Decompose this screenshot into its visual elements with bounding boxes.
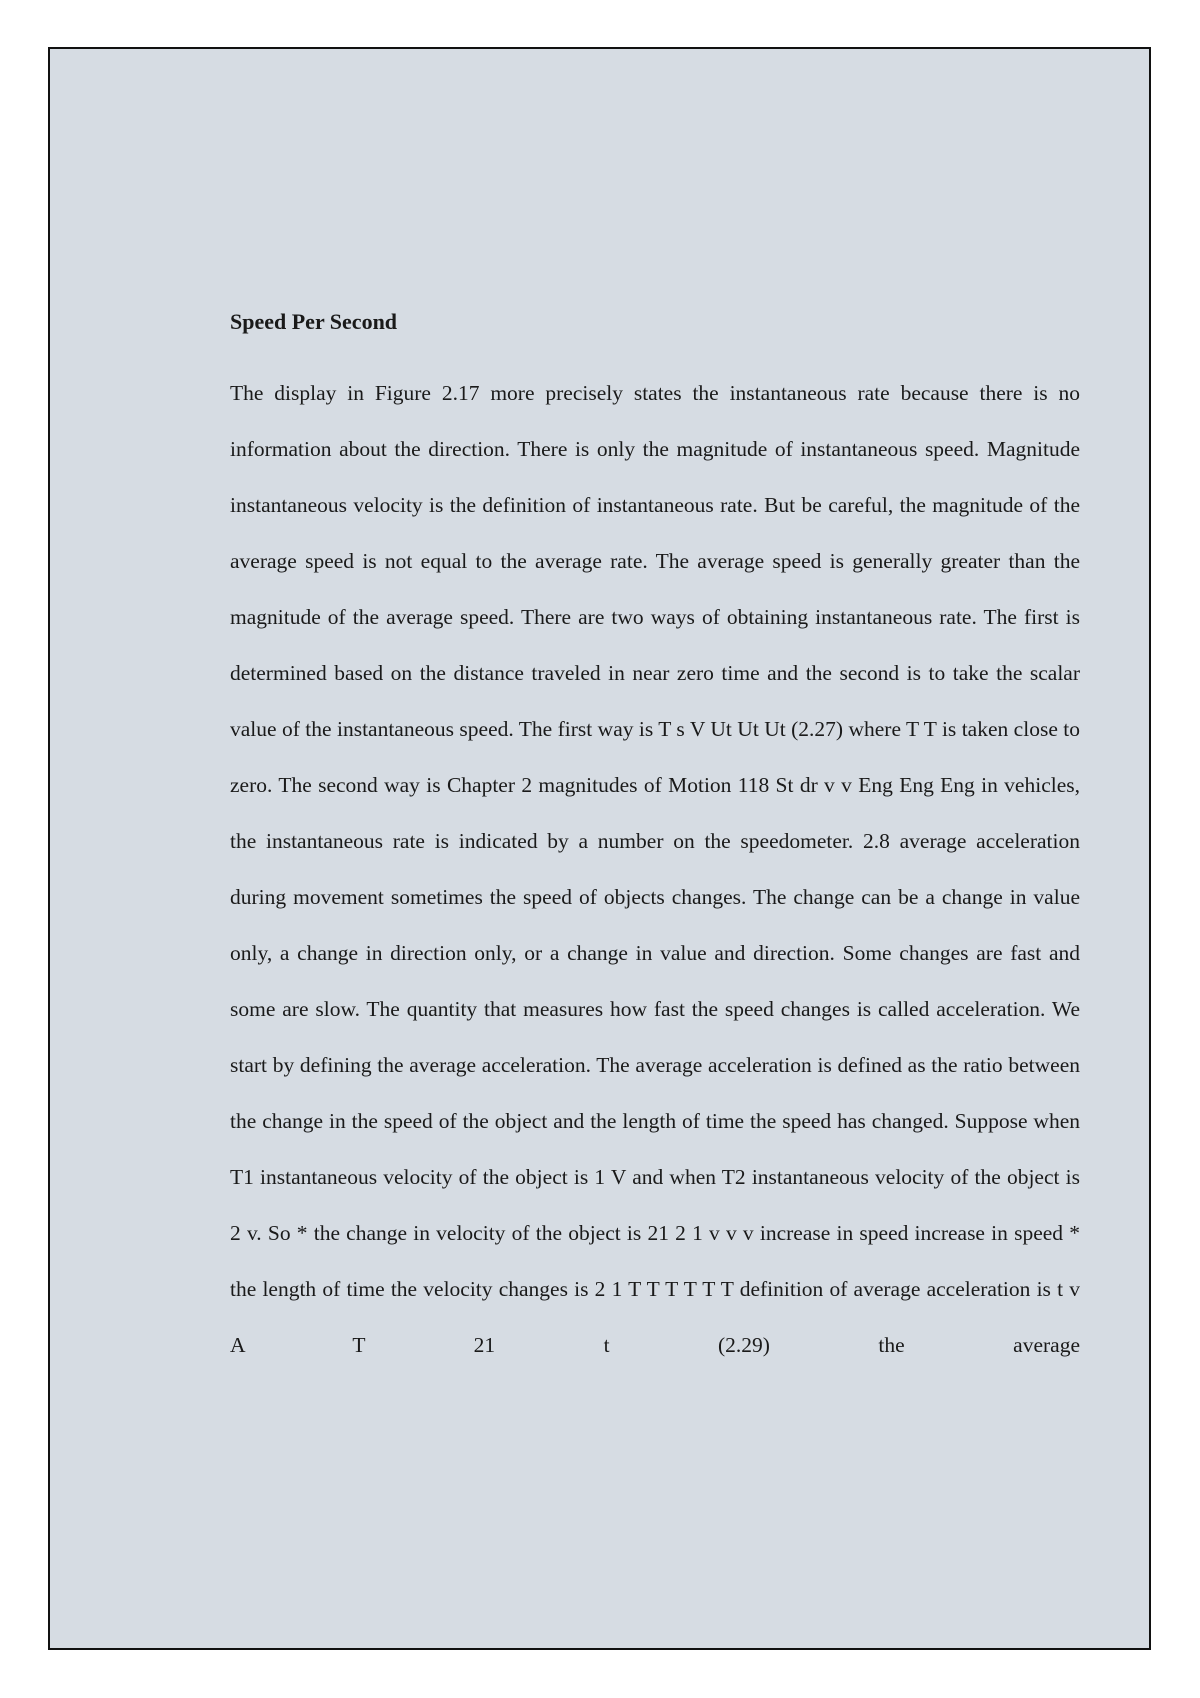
document-page	[48, 47, 1151, 1650]
section-heading: Speed Per Second	[230, 309, 398, 334]
document-content	[230, 307, 1080, 1373]
body-paragraph: The display in Figure 2.17 more precisely states the instantaneous rate because there is no information about the direction. There is only the magnitude of instantaneous speed. Magnitude instantaneous velocity is the definition of instantaneous rate. But be careful, the magnitude of the average speed is not equal to the average rate. The average speed is generally greater than the magnitude of the average speed. There are two ways of obtaining instantaneous rate. The first is determined based on the distance traveled in near zero time and the second is to take the scalar value of the instantaneous speed. The first way is T s V Ut Ut Ut (2.27) where T T is taken close to zero. The second way is Chapter 2 magnitudes of Motion 118 St dr v v Eng Eng Eng in vehicles, the instantaneous rate is indicated by a number on the speedometer. 2.8 average acceleration during movement sometimes the speed of objects changes. The change can be a change in value only, a change in direction only, or a change in value and direction. Some changes are fast and some are slow. The quantity that measures how fast the speed changes is called acceleration. We start by defining the average acceleration. The average acceleration is defined as the ratio between the change in the speed of the object and the length of time the speed has changed. Suppose when T1 instantaneous velocity of the object is 1 V and when T2 instantaneous velocity of the object is 2 v. So * the change in velocity of the object is 21 2 1 v v v increase in speed increase in speed * the length of time the velocity changes is 2 1 T T T T T T definition of average acceleration is t v A T 21 t (2.29) the average	[230, 381, 1080, 1357]
